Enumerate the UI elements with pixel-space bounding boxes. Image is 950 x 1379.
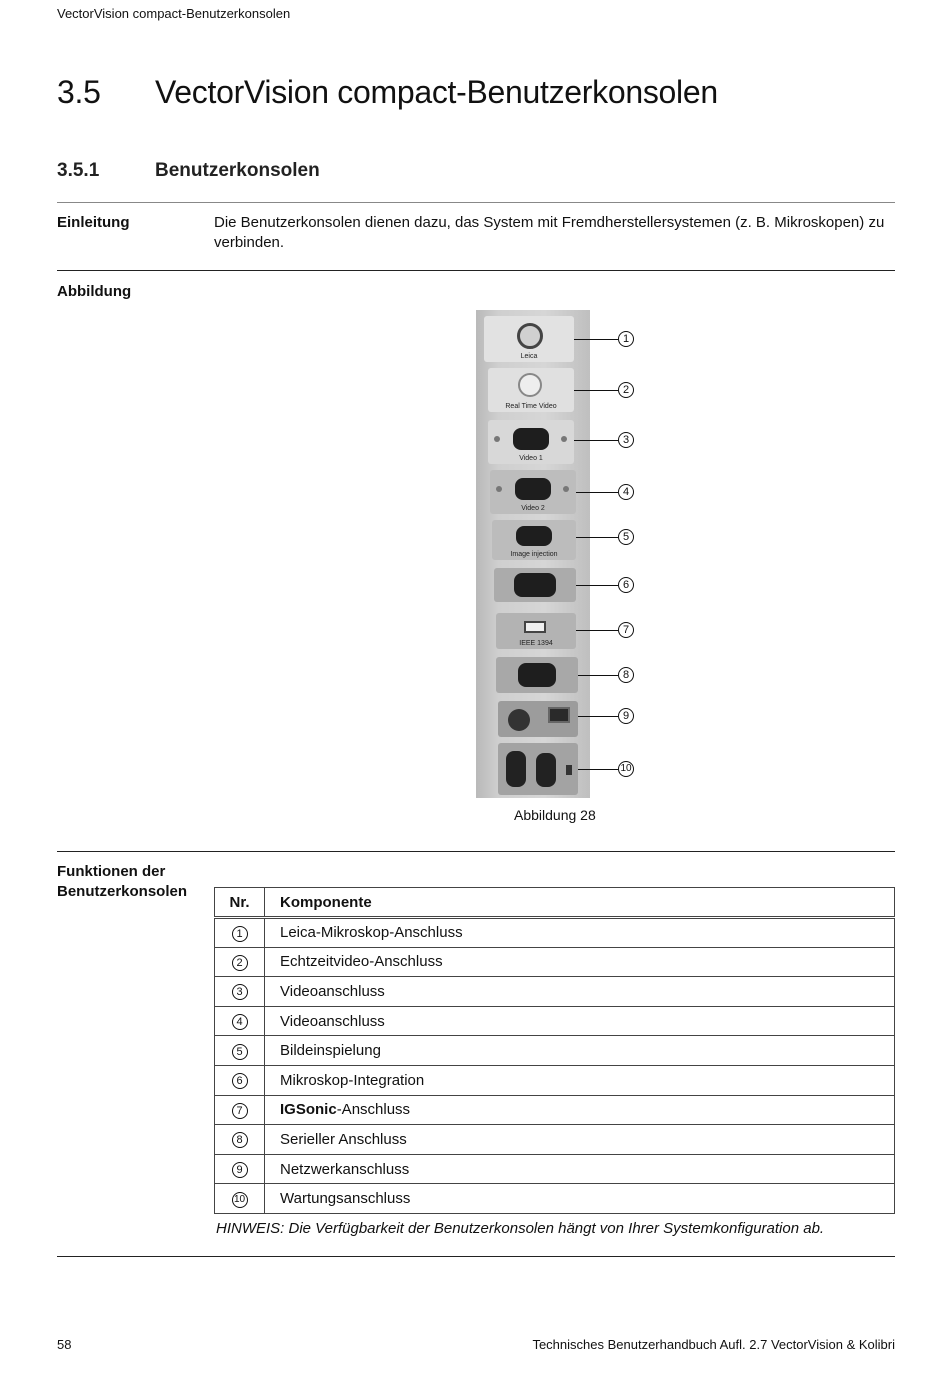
- connector-plate-service: [498, 743, 578, 795]
- section-heading: [57, 74, 718, 111]
- bnc-connector-icon: [518, 373, 542, 397]
- row-number: 2: [232, 955, 248, 971]
- table-row: [215, 1036, 895, 1066]
- callout-6: 6: [618, 577, 634, 593]
- table-row: [215, 1006, 895, 1036]
- plate-label: Leica: [520, 353, 538, 360]
- callout-line: [576, 492, 618, 493]
- subsection-title: Benutzerkonsolen: [155, 160, 320, 181]
- callout-line: [576, 585, 618, 586]
- page-number: 58: [57, 1337, 72, 1352]
- callout-1: 1: [618, 331, 634, 347]
- component-name: Leica-Mikroskop-Anschluss: [280, 924, 463, 942]
- plate-label: Video 1: [519, 455, 543, 462]
- dsub-connector-icon: [514, 573, 556, 597]
- callout-4: 4: [618, 484, 634, 500]
- table-row: [215, 1184, 895, 1214]
- screw-icon: [561, 436, 567, 442]
- callout-line: [574, 440, 618, 441]
- callout-line: [576, 630, 618, 631]
- cable-plug-icon: [508, 709, 530, 731]
- component-name: Serieller Anschluss: [280, 1130, 407, 1148]
- table-header-row: [215, 888, 895, 918]
- components-table: [214, 887, 895, 1214]
- component-name-bold: IGSonic: [280, 1101, 337, 1119]
- plate-label: Image injection: [510, 551, 558, 558]
- section-title: VectorVision compact-Benutzerkonsolen: [155, 74, 718, 110]
- section-number: 3.5: [57, 74, 101, 110]
- row-number: 8: [232, 1132, 248, 1148]
- connector-plate-serial: [496, 657, 578, 693]
- dsub-connector-icon: [513, 428, 549, 450]
- intro-label: Einleitung: [57, 214, 130, 231]
- divider: [57, 270, 895, 271]
- divider: [57, 851, 895, 852]
- connector-plate-leica: [484, 316, 574, 362]
- row-number: 9: [232, 1162, 248, 1178]
- component-name: Videoanschluss: [280, 1012, 385, 1030]
- functions-label-line-2: Benutzerkonsolen: [57, 883, 188, 900]
- row-number: 6: [232, 1073, 248, 1089]
- component-name: -Anschluss: [336, 1101, 411, 1119]
- callout-line: [578, 769, 618, 770]
- service-connector-icon: [506, 751, 526, 787]
- ethernet-port-icon: [548, 707, 570, 723]
- component-name: Echtzeitvideo-Anschluss: [280, 953, 443, 971]
- callout-2: 2: [618, 382, 634, 398]
- intro-text: Die Benutzerkonsolen dienen dazu, das System mit Fremdherstellersystemen (z. B. Mikroskopen) zu verbinden.: [214, 214, 885, 251]
- dsub-connector-icon: [516, 526, 552, 546]
- callout-10: 10: [618, 761, 634, 777]
- figure-label: Abbildung: [57, 283, 132, 300]
- screw-icon: [494, 436, 500, 442]
- callout-3: 3: [618, 432, 634, 448]
- callout-7: 7: [618, 622, 634, 638]
- screw-icon: [496, 486, 502, 492]
- table-row: [215, 1154, 895, 1184]
- component-name: Wartungsanschluss: [280, 1190, 411, 1208]
- table-row: [215, 1065, 895, 1095]
- availability-note: HINWEIS: Die Verfügbarkeit der Benutzerkonsolen hängt von Ihrer Systemkonfiguration ab.: [216, 1220, 825, 1237]
- connector-plate-microscope-integration: [494, 568, 576, 602]
- service-connector-icon: [536, 753, 556, 787]
- callout-5: 5: [618, 529, 634, 545]
- subsection-number: 3.5.1: [57, 160, 100, 181]
- round-connector-icon: [517, 323, 543, 349]
- functions-label-line-1: Funktionen der: [57, 863, 166, 880]
- plate-label: Video 2: [521, 505, 545, 512]
- divider: [57, 1256, 895, 1257]
- row-number: 3: [232, 984, 248, 1000]
- connector-plate-network: [498, 701, 578, 737]
- divider: [57, 202, 895, 203]
- plate-label: Real Time Video: [505, 403, 557, 410]
- table-row: [215, 918, 895, 948]
- running-header: VectorVision compact-Benutzerkonsolen: [57, 6, 291, 21]
- firewire-port-icon: [524, 621, 546, 633]
- connector-plate-image-injection: [492, 520, 576, 560]
- component-name: Videoanschluss: [280, 982, 385, 1000]
- connector-plate-video-1: [488, 420, 574, 464]
- callout-line: [578, 675, 618, 676]
- row-number: 7: [232, 1103, 248, 1119]
- footer-title: Technisches Benutzerhandbuch Aufl. 2.7 VectorVision & Kolibri: [532, 1337, 895, 1352]
- callout-line: [576, 537, 618, 538]
- row-number: 10: [232, 1192, 248, 1208]
- dsub-connector-icon: [515, 478, 551, 500]
- connector-plate-real-time-video: [488, 368, 574, 412]
- component-name: Netzwerkanschluss: [280, 1160, 410, 1178]
- dsub-connector-icon: [518, 663, 556, 687]
- component-name: Bildeinspielung: [280, 1042, 381, 1060]
- functions-label: [57, 862, 187, 902]
- callout-9: 9: [618, 708, 634, 724]
- column-header-nr: Nr.: [215, 888, 265, 918]
- callout-line: [574, 339, 618, 340]
- row-number: 4: [232, 1014, 248, 1030]
- subsection-heading: [57, 160, 320, 182]
- table-row: [215, 977, 895, 1007]
- row-number: 1: [232, 926, 248, 942]
- table-row: [215, 1125, 895, 1155]
- console-panel-image: [476, 310, 590, 798]
- row-number: 5: [232, 1044, 248, 1060]
- callout-line: [574, 390, 618, 391]
- table-row: [215, 947, 895, 977]
- connector-plate-video-2: [490, 470, 576, 514]
- figure-caption: Abbildung 28: [514, 807, 596, 823]
- component-name: Mikroskop-Integration: [280, 1071, 425, 1089]
- table-row: [215, 1095, 895, 1125]
- callout-line: [578, 716, 618, 717]
- connector-plate-igsonic: [496, 613, 576, 649]
- column-header-component: Komponente: [265, 888, 895, 918]
- screw-icon: [566, 765, 572, 775]
- screw-icon: [563, 486, 569, 492]
- callout-8: 8: [618, 667, 634, 683]
- plate-label: IEEE 1394: [519, 640, 553, 647]
